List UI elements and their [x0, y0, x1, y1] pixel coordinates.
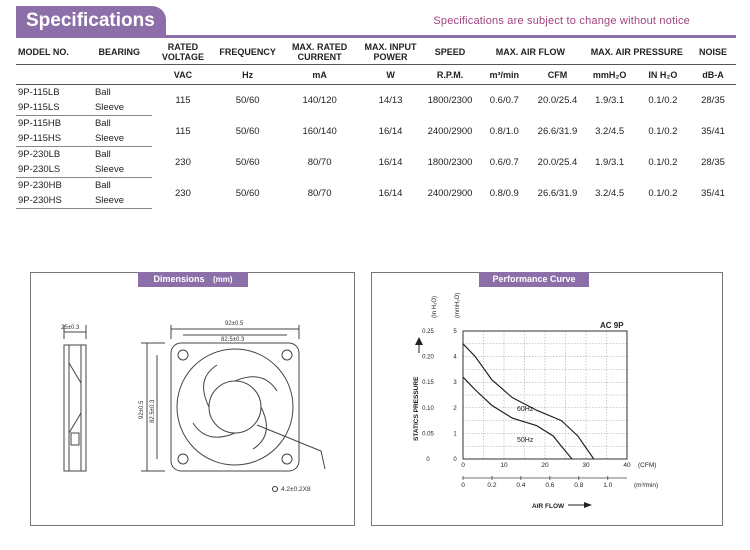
col-bearing: BEARING — [98, 47, 141, 57]
pressure-in-cell: 0.1/0.2 — [648, 125, 678, 137]
y-tick-in: 0.25 — [422, 329, 434, 335]
label-60hz: 60Hz — [517, 406, 534, 413]
model-cell: 9P-230HS — [16, 193, 87, 209]
x-axis-arrow — [584, 502, 592, 508]
unit-noise: dB-A — [690, 65, 736, 85]
power-cell: 16/14 — [378, 187, 403, 199]
col-frequency: FREQUENCY — [219, 47, 276, 57]
voltage-cell: 115 — [175, 94, 191, 106]
current-cell: 160/140 — [302, 125, 337, 137]
unit-voltage: VAC — [152, 65, 215, 85]
unit-row — [16, 65, 736, 85]
bearing-cell: Ball — [94, 118, 111, 129]
noise-cell: 28/35 — [701, 156, 725, 168]
fan-side-view — [64, 325, 86, 471]
bearing-cell: Ball — [94, 87, 111, 98]
table-row — [16, 178, 736, 194]
change-notice: Specifications are subject to change without notice — [433, 15, 690, 27]
hole-symbol — [273, 487, 278, 492]
x-tick-cfm: 20 — [541, 462, 549, 469]
label-50hz: 50Hz — [517, 437, 534, 444]
unit-speed: R.P.M. — [423, 65, 477, 85]
col-speed: SPEED — [434, 47, 466, 57]
unit-frequency: Hz — [214, 65, 281, 85]
noise-cell: 28/35 — [701, 94, 725, 106]
pressure-mm-cell: 1.9/3.1 — [595, 94, 625, 106]
airflow-m3-cell: 0.6/0.7 — [489, 156, 519, 168]
depth-label: 25±0.3 — [61, 325, 80, 331]
dimensions-panel — [30, 272, 355, 526]
airflow-cfm-cell: 20.0/25.4 — [537, 156, 578, 168]
table-row — [16, 85, 736, 101]
width-outer-label: 92±0.5 — [225, 321, 244, 327]
col-voltage: RATED VOLTAGE — [161, 42, 205, 62]
performance-panel — [371, 272, 723, 526]
pressure-mm-cell: 1.9/3.1 — [595, 156, 625, 168]
y-tick-mm: 3 — [453, 380, 457, 387]
unit-model — [16, 65, 87, 85]
x-label: AIR FLOW — [532, 503, 565, 510]
col-power: MAX. INPUT POWER — [364, 42, 417, 62]
height-holes-label: 82.5±0.3 — [150, 399, 156, 423]
speed-cell: 2400/2900 — [427, 187, 473, 199]
bearing-cell: Sleeve — [87, 131, 152, 147]
hole-spacing-label: 82.5±0.3 — [221, 337, 245, 343]
frequency-cell: 50/60 — [235, 94, 260, 106]
speed-cell: 1800/2300 — [427, 94, 473, 106]
bearing-cell: Sleeve — [87, 162, 152, 178]
voltage-cell: 115 — [175, 125, 191, 137]
y-tick-in: 0.05 — [422, 431, 434, 438]
model-cell: 9P-230HB — [18, 180, 62, 191]
y-label: STATICS PRESSURE — [413, 376, 420, 441]
bearing-cell: Sleeve — [87, 193, 152, 209]
airflow-cfm-cell: 20.0/25.4 — [537, 94, 578, 106]
y-tick-in: 0.15 — [422, 380, 434, 387]
bearing-cell: Ball — [94, 180, 111, 191]
y-tick-mm: 4 — [453, 354, 457, 361]
frequency-cell: 50/60 — [235, 156, 260, 168]
model-cell: 9P-115LB — [18, 87, 60, 98]
pressure-in-cell: 0.1/0.2 — [648, 156, 678, 168]
performance-title: Performance Curve — [492, 274, 576, 284]
y-unit-in: (In H₂O) — [432, 296, 438, 318]
power-cell: 16/14 — [378, 156, 403, 168]
power-cell: 14/13 — [378, 94, 403, 106]
y-ticks-mm — [453, 329, 457, 463]
unit-airflow-cfm: CFM — [531, 65, 583, 85]
x-tick-cfm: 40 — [623, 462, 631, 469]
x-tick-m3: 0.4 — [516, 482, 526, 489]
chart-grid — [463, 331, 627, 459]
airflow-cfm-cell: 26.6/31.9 — [537, 125, 578, 137]
y-ticks-in — [422, 329, 434, 463]
x-tick-m3: 1.0 — [603, 482, 613, 489]
header-row — [16, 40, 736, 65]
x-unit-m3: (m³/min) — [634, 482, 659, 489]
dimensions-unit: (mm) — [212, 275, 233, 284]
noise-cell: 35/41 — [701, 125, 725, 137]
y-tick-in: 0.20 — [422, 354, 434, 361]
speed-cell: 2400/2900 — [427, 125, 473, 137]
pressure-mm-cell: 3.2/4.5 — [595, 187, 625, 199]
table-row — [16, 116, 736, 132]
airflow-m3-cell: 0.8/0.9 — [489, 187, 519, 199]
model-cell: 9P-115LS — [16, 100, 87, 116]
bearing-cell: Sleeve — [87, 100, 152, 116]
pressure-mm-cell: 3.2/4.5 — [595, 125, 625, 137]
frequency-cell: 50/60 — [235, 125, 260, 137]
y-tick-in: 0.10 — [422, 405, 434, 412]
voltage-cell: 230 — [175, 187, 191, 199]
airflow-cfm-cell: 26.6/31.9 — [537, 187, 578, 199]
voltage-cell: 230 — [175, 156, 191, 168]
x-ticks-cfm — [461, 462, 631, 478]
col-pressure: MAX. AIR PRESSURE — [590, 47, 683, 57]
y-tick-mm: 0 — [453, 457, 457, 463]
pressure-in-cell: 0.1/0.2 — [648, 94, 678, 106]
unit-pressure-in: IN H₂O — [636, 65, 690, 85]
y-tick-mm: 1 — [453, 431, 457, 438]
x-tick-m3: 0.2 — [487, 482, 497, 489]
dimensions-title: Dimensions — [153, 274, 205, 284]
table-row — [16, 147, 736, 163]
unit-power: W — [358, 65, 423, 85]
model-cell: 9P-230LS — [16, 162, 87, 178]
y-unit-mm: (mmH₂O) — [455, 292, 461, 318]
y-tick-mm: 2 — [453, 405, 457, 412]
current-cell: 140/120 — [302, 94, 337, 106]
x-tick-m3: 0 — [461, 482, 465, 489]
model-cell: 9P-115HB — [18, 118, 62, 129]
speed-cell: 1800/2300 — [427, 156, 473, 168]
x-tick-m3: 0.8 — [574, 482, 584, 489]
power-cell: 16/14 — [378, 125, 403, 137]
x-tick-cfm: 30 — [582, 462, 590, 469]
current-cell: 80/70 — [307, 187, 332, 199]
col-model: MODEL NO. — [18, 47, 69, 57]
airflow-m3-cell: 0.8/1.0 — [489, 125, 519, 137]
height-outer-label: 92±0.5 — [139, 400, 145, 419]
hole-note-label: 4.2±0.2X8 — [281, 486, 311, 493]
x-tick-m3: 0.6 — [545, 482, 555, 489]
y-tick-in: 0 — [426, 457, 430, 463]
current-cell: 80/70 — [307, 156, 332, 168]
unit-bearing — [87, 65, 152, 85]
col-current: MAX. RATED CURRENT — [291, 42, 348, 62]
bearing-cell: Ball — [94, 149, 111, 160]
x-unit-cfm: (CFM) — [638, 462, 657, 469]
y-axis-arrow — [415, 337, 423, 345]
x-tick-cfm: 10 — [500, 462, 508, 469]
unit-pressure-mm: mmH₂O — [584, 65, 636, 85]
pressure-in-cell: 0.1/0.2 — [648, 187, 678, 199]
col-noise: NOISE — [698, 47, 727, 57]
model-cell: 9P-115HS — [16, 131, 87, 147]
header-rule — [16, 35, 736, 38]
performance-chart — [372, 273, 722, 525]
y-tick-mm: 5 — [453, 329, 457, 335]
x-tick-cfm: 0 — [461, 462, 465, 469]
model-label: AC 9P — [600, 321, 624, 330]
page-title: Specifications — [16, 6, 166, 36]
model-cell: 9P-230LB — [18, 149, 61, 160]
frequency-cell: 50/60 — [235, 187, 260, 199]
dimensions-drawing — [31, 273, 354, 525]
spec-table — [16, 40, 736, 209]
unit-current: mA — [281, 65, 358, 85]
unit-airflow-m3: m³/min — [477, 65, 531, 85]
col-airflow: MAX. AIR FLOW — [495, 47, 565, 57]
fan-front-view — [141, 325, 325, 471]
airflow-m3-cell: 0.6/0.7 — [489, 94, 519, 106]
noise-cell: 35/41 — [701, 187, 725, 199]
